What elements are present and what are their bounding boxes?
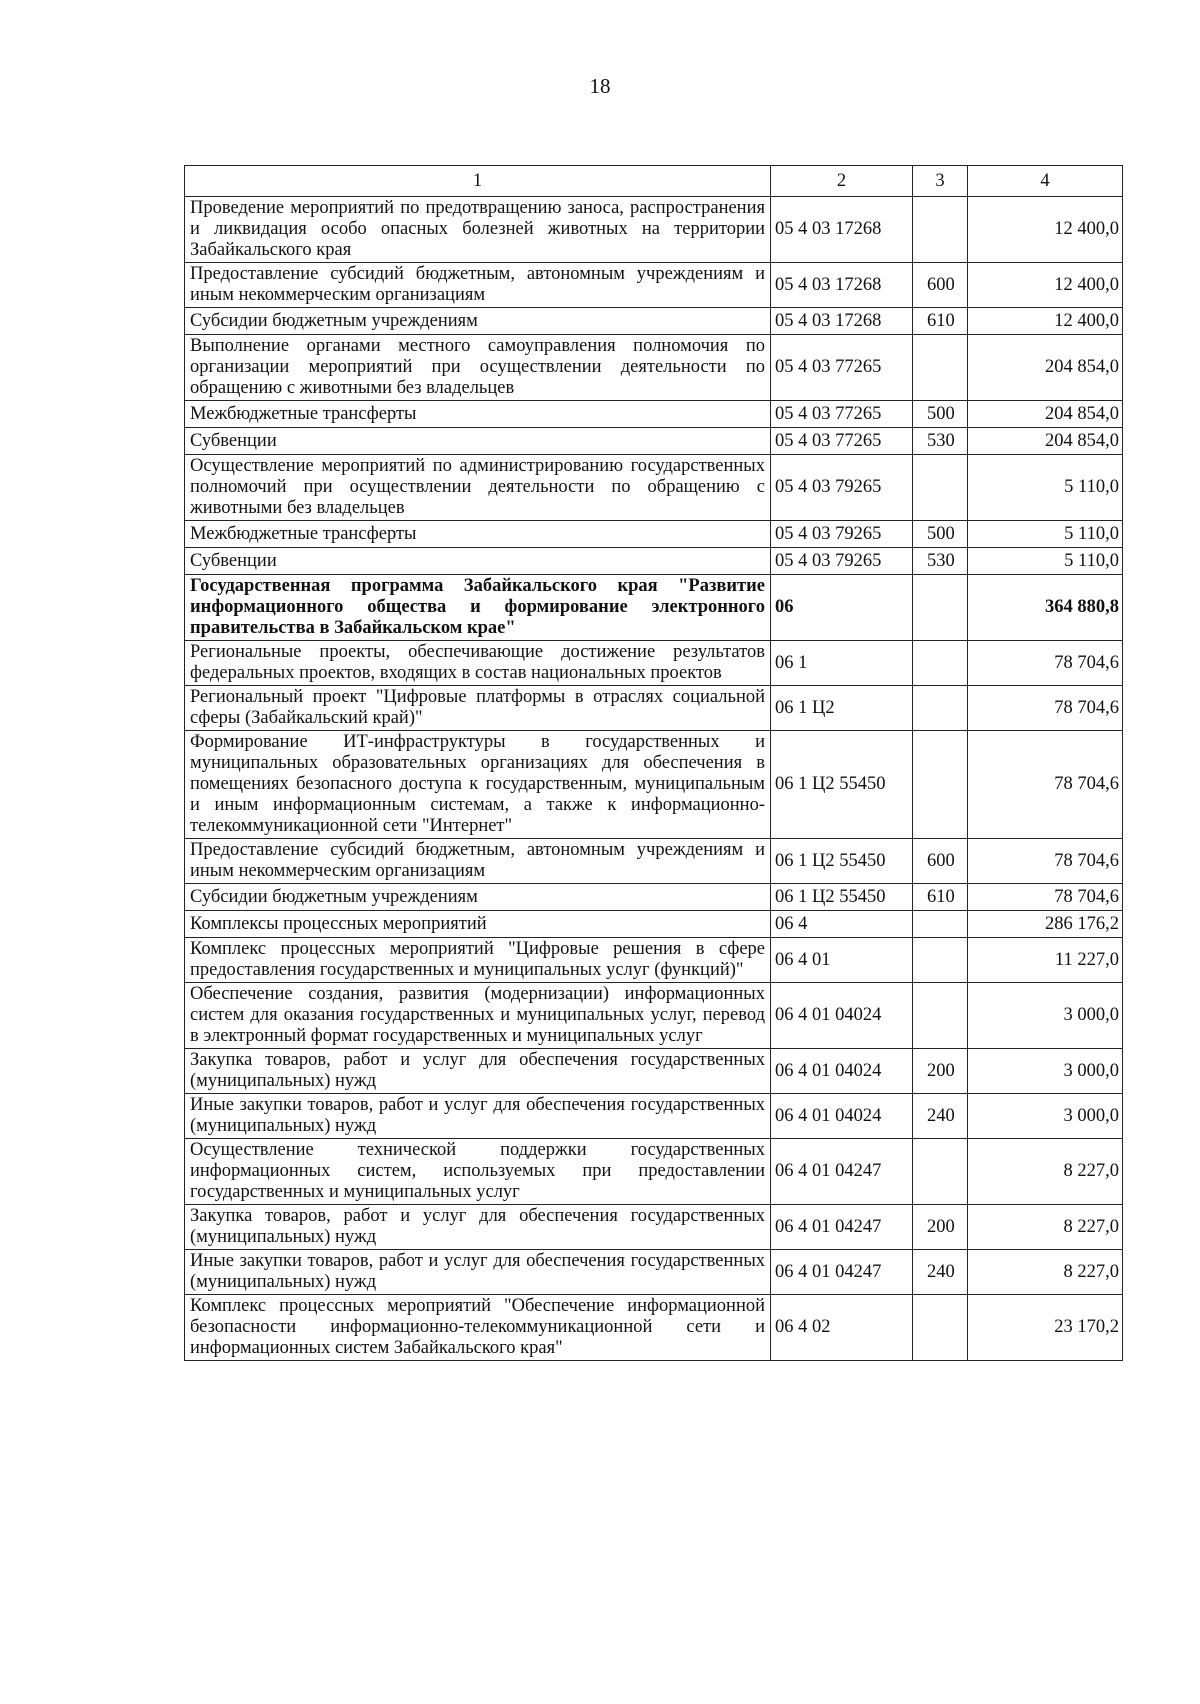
column-header: 4 [968,166,1123,197]
table-row [185,839,1123,884]
row-code: 06 4 01 04247 [771,1139,913,1205]
row-code: 06 4 02 [771,1295,913,1361]
row-name: Предоставление субсидий бюджетным, автономным учреждениям и иным некоммерческим организациям [185,839,771,884]
table-row [185,1205,1123,1250]
row-code: 05 4 03 77265 [771,335,913,401]
row-code: 06 1 Ц2 [771,686,913,731]
table-row [185,548,1123,575]
row-name: Государственная программа Забайкальского края "Развитие информационного общества и формирование электронного правительства в Забайкальском крае" [185,575,771,641]
row-code: 05 4 03 77265 [771,401,913,428]
table-row-program [185,575,1123,641]
row-type [913,731,968,839]
row-name: Межбюджетные трансферты [185,401,771,428]
table-row [185,521,1123,548]
table-row [185,686,1123,731]
row-type [913,455,968,521]
row-amount: 78 704,6 [968,686,1123,731]
table-row [185,731,1123,839]
row-amount: 5 110,0 [968,548,1123,575]
row-type: 610 [913,884,968,911]
table-row [185,455,1123,521]
row-type [913,197,968,263]
row-amount: 3 000,0 [968,1094,1123,1139]
table-row [185,983,1123,1049]
row-code: 06 4 01 04024 [771,983,913,1049]
row-type: 200 [913,1205,968,1250]
row-name: Региональные проекты, обеспечивающие достижение результатов федеральных проектов, входящих в состав национальных проектов [185,641,771,686]
table-row [185,1049,1123,1094]
row-amount: 5 110,0 [968,521,1123,548]
table-row [185,1295,1123,1361]
row-name: Комплекс процессных мероприятий "Обеспечение информационной безопасности информационно-телекоммуникационной сети и информационных систем Забайкальского края" [185,1295,771,1361]
row-name: Выполнение органами местного самоуправления полномочия по организации мероприятий при осуществлении деятельности по обращению с животными без владельцев [185,335,771,401]
row-type: 530 [913,428,968,455]
row-type: 200 [913,1049,968,1094]
row-code: 06 1 Ц2 55450 [771,884,913,911]
row-code: 06 1 Ц2 55450 [771,839,913,884]
row-code: 06 1 [771,641,913,686]
row-type [913,1295,968,1361]
row-name: Региональный проект "Цифровые платформы в отраслях социальной сферы (Забайкальский край)" [185,686,771,731]
row-type: 240 [913,1094,968,1139]
column-header: 2 [771,166,913,197]
column-header: 1 [185,166,771,197]
row-amount: 3 000,0 [968,1049,1123,1094]
row-amount: 78 704,6 [968,839,1123,884]
table-row [185,401,1123,428]
row-name: Иные закупки товаров, работ и услуг для обеспечения государственных (муниципальных) нужд [185,1250,771,1295]
row-type [913,938,968,983]
row-name: Субвенции [185,428,771,455]
row-type [913,335,968,401]
row-code: 05 4 03 17268 [771,263,913,308]
row-type [913,575,968,641]
row-code: 06 4 01 04024 [771,1049,913,1094]
budget-table [184,165,1123,1361]
row-name: Субсидии бюджетным учреждениям [185,884,771,911]
row-code: 05 4 03 77265 [771,428,913,455]
row-name: Закупка товаров, работ и услуг для обеспечения государственных (муниципальных) нужд [185,1205,771,1250]
table-row [185,197,1123,263]
row-amount: 78 704,6 [968,884,1123,911]
row-type [913,686,968,731]
row-amount: 23 170,2 [968,1295,1123,1361]
row-amount: 12 400,0 [968,263,1123,308]
row-amount: 3 000,0 [968,983,1123,1049]
row-amount: 12 400,0 [968,308,1123,335]
table-row [185,1139,1123,1205]
row-type [913,641,968,686]
table-row [185,641,1123,686]
row-amount: 11 227,0 [968,938,1123,983]
table-row [185,335,1123,401]
row-code: 05 4 03 17268 [771,308,913,335]
row-code: 06 4 01 04024 [771,1094,913,1139]
row-name: Формирование ИТ-инфраструктуры в государственных и муниципальных образовательных организациях для обеспечения в помещениях безопасного доступа к государственным, муниципальным и иным информационным системам, а также к информационно-телекоммуникационной сети "Интернет" [185,731,771,839]
row-code: 06 4 01 04247 [771,1250,913,1295]
table-row [185,263,1123,308]
row-amount: 364 880,8 [968,575,1123,641]
table-row [185,1094,1123,1139]
row-amount: 8 227,0 [968,1250,1123,1295]
row-amount: 12 400,0 [968,197,1123,263]
row-type: 600 [913,839,968,884]
row-type: 240 [913,1250,968,1295]
row-code: 06 [771,575,913,641]
row-amount: 8 227,0 [968,1205,1123,1250]
row-amount: 5 110,0 [968,455,1123,521]
row-amount: 78 704,6 [968,731,1123,839]
row-amount: 8 227,0 [968,1139,1123,1205]
row-name: Осуществление технической поддержки государственных информационных систем, используемых при предоставлении государственных и муниципальных услуг [185,1139,771,1205]
row-type: 500 [913,521,968,548]
row-code: 05 4 03 79265 [771,455,913,521]
row-amount: 78 704,6 [968,641,1123,686]
row-name: Иные закупки товаров, работ и услуг для обеспечения государственных (муниципальных) нужд [185,1094,771,1139]
row-type: 500 [913,401,968,428]
column-header: 3 [913,166,968,197]
row-code: 06 4 01 [771,938,913,983]
row-amount: 204 854,0 [968,335,1123,401]
table-header-row [185,166,1123,197]
row-name: Комплекс процессных мероприятий "Цифровые решения в сфере предоставления государственных и муниципальных услуг (функций)" [185,938,771,983]
row-name: Осуществление мероприятий по администрированию государственных полномочий при осуществлении деятельности по обращению с животными без владельцев [185,455,771,521]
row-name: Субсидии бюджетным учреждениям [185,308,771,335]
row-name: Межбюджетные трансферты [185,521,771,548]
row-name: Проведение мероприятий по предотвращению заноса, распространения и ликвидация особо опасных болезней животных на территории Забайкальского края [185,197,771,263]
row-amount: 204 854,0 [968,401,1123,428]
row-code: 06 4 01 04247 [771,1205,913,1250]
table-row [185,428,1123,455]
row-name: Закупка товаров, работ и услуг для обеспечения государственных (муниципальных) нужд [185,1049,771,1094]
row-amount: 204 854,0 [968,428,1123,455]
row-code: 05 4 03 17268 [771,197,913,263]
row-code: 06 1 Ц2 55450 [771,731,913,839]
table-row [185,911,1123,938]
table-row [185,1250,1123,1295]
row-name: Комплексы процессных мероприятий [185,911,771,938]
table-row [185,938,1123,983]
row-amount: 286 176,2 [968,911,1123,938]
row-type: 530 [913,548,968,575]
row-name: Субвенции [185,548,771,575]
row-name: Обеспечение создания, развития (модернизации) информационных систем для оказания государственных и муниципальных услуг, перевод в электронный формат государственных и муниципальных услуг [185,983,771,1049]
table-row [185,308,1123,335]
page-number: 18 [589,74,611,98]
row-code: 06 4 [771,911,913,938]
row-type [913,911,968,938]
row-type [913,1139,968,1205]
row-code: 05 4 03 79265 [771,521,913,548]
row-type: 610 [913,308,968,335]
table-row [185,884,1123,911]
row-code: 05 4 03 79265 [771,548,913,575]
row-name: Предоставление субсидий бюджетным, автономным учреждениям и иным некоммерческим организациям [185,263,771,308]
row-type [913,983,968,1049]
row-type: 600 [913,263,968,308]
